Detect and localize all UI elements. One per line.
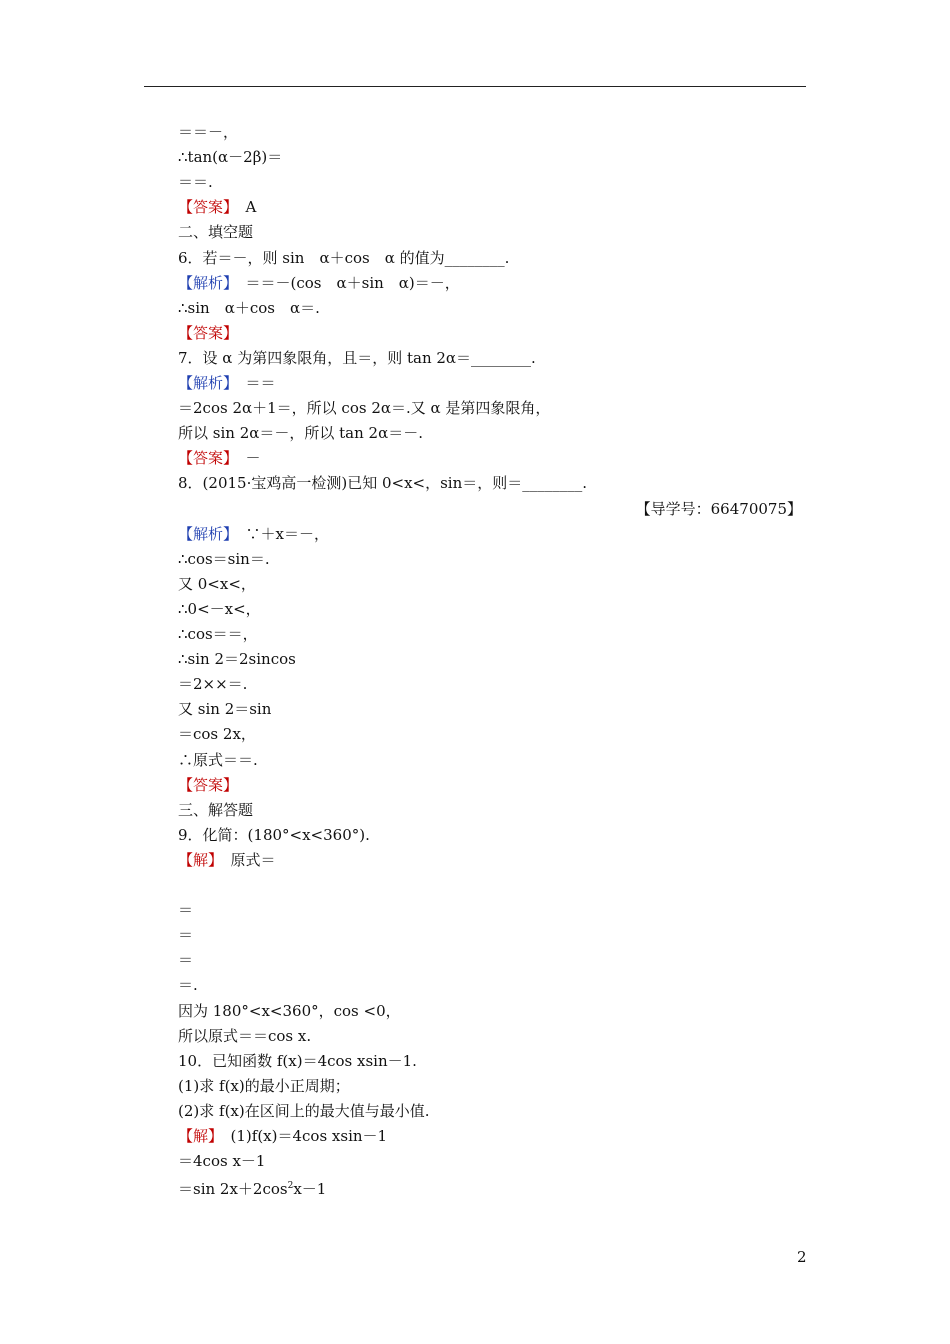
line-text: 所以原式＝＝cos x. bbox=[178, 1027, 312, 1045]
text-line bbox=[178, 925, 193, 945]
line-text: 又 sin 2＝sin bbox=[178, 700, 272, 718]
text-line bbox=[178, 197, 256, 217]
line-text: ∴tan(α－2β)＝ bbox=[178, 148, 283, 166]
line-text: ∴原式＝＝. bbox=[178, 751, 258, 769]
text-line bbox=[178, 1126, 387, 1146]
document-ref-number: 【导学号：66470075】 bbox=[635, 500, 802, 518]
line-text: (2)求 f(x)在区间上的最大值与最小值. bbox=[178, 1102, 430, 1120]
line-text: ＝ bbox=[178, 926, 194, 944]
line-text: ＝＝－， bbox=[178, 123, 239, 141]
line-text: A bbox=[230, 198, 257, 216]
section-tag: 【解析】 bbox=[178, 525, 231, 543]
section-tag: 【答案】 bbox=[178, 449, 231, 467]
text-line bbox=[178, 624, 258, 644]
text-line bbox=[178, 348, 536, 368]
text-line bbox=[178, 423, 423, 443]
section-tag: 【答案】 bbox=[178, 198, 231, 216]
header-rule bbox=[144, 86, 806, 87]
section-tag: 【解】 bbox=[178, 851, 216, 869]
text-line bbox=[178, 248, 509, 268]
text-line bbox=[178, 674, 247, 694]
line-text: ∴0<－x<， bbox=[178, 600, 261, 618]
line-text: ＝ bbox=[178, 901, 194, 919]
line-text: 又 0<x<， bbox=[178, 575, 256, 593]
text-line bbox=[178, 699, 271, 719]
text-line bbox=[178, 975, 198, 995]
line-text: ∴cos＝sin＝. bbox=[178, 550, 270, 568]
line-text: 6．若＝－，则 sin α＋cos α 的值为________. bbox=[178, 249, 510, 267]
line-text: 10．已知函数 f(x)＝4cos xsin－1. bbox=[178, 1052, 417, 1070]
text-line bbox=[178, 900, 193, 920]
line-text: ∵＋x＝－， bbox=[230, 525, 329, 543]
text-line bbox=[178, 599, 261, 619]
text-line bbox=[178, 1001, 401, 1021]
section-tag: 【答案】 bbox=[178, 776, 239, 794]
line-text: ＝2cos 2α＋1＝，所以 cos 2α＝.又 α 是第四象限角， bbox=[178, 399, 551, 417]
text-line bbox=[178, 448, 261, 468]
line-text: 二、填空题 bbox=[178, 223, 254, 241]
line-text: (1)f(x)＝4cos xsin－1 bbox=[215, 1127, 388, 1145]
line-text: ∴sin α＋cos α＝. bbox=[178, 299, 320, 317]
line-text: 原式＝ bbox=[215, 851, 276, 869]
text-line bbox=[178, 122, 238, 142]
text-line bbox=[178, 1026, 311, 1046]
line-text: ∴cos＝＝， bbox=[178, 625, 258, 643]
text-line bbox=[178, 750, 258, 770]
line-text: ＝. bbox=[178, 976, 198, 994]
text-line bbox=[178, 549, 270, 569]
text-line bbox=[178, 1101, 430, 1121]
text-line bbox=[178, 298, 320, 318]
text-line bbox=[178, 1151, 265, 1171]
line-text: (1)求 f(x)的最小正周期； bbox=[178, 1077, 350, 1095]
section-tag: 【解析】 bbox=[178, 274, 231, 292]
line-text: 所以 sin 2α＝－，所以 tan 2α＝－. bbox=[178, 424, 423, 442]
line-text: 8．(2015·宝鸡高一检测)已知 0<x<，sin＝，则＝________. bbox=[178, 474, 588, 492]
section-tag: 【答案】 bbox=[178, 324, 239, 342]
text-line bbox=[178, 950, 193, 970]
text-line bbox=[178, 172, 213, 192]
text-line bbox=[178, 1176, 326, 1199]
text-line bbox=[178, 800, 253, 820]
line-text: ∴sin 2＝2sincos bbox=[178, 650, 296, 668]
text-line bbox=[178, 1076, 350, 1096]
line-text: 7．设 α 为第四象限角，且＝，则 tan 2α＝________. bbox=[178, 349, 536, 367]
text-line bbox=[178, 649, 296, 669]
text-line bbox=[178, 524, 329, 544]
line-text: ＝cos 2x， bbox=[178, 725, 256, 743]
text-line bbox=[178, 222, 253, 242]
text-line bbox=[178, 775, 238, 795]
text-line bbox=[178, 825, 370, 845]
line-text: ＝4cos x－1 bbox=[178, 1152, 266, 1170]
text-line bbox=[178, 147, 282, 167]
text-line bbox=[178, 724, 256, 744]
line-text: ＝sin 2x＋2cos bbox=[178, 1180, 288, 1198]
text-line bbox=[178, 850, 276, 870]
text-line bbox=[178, 1051, 417, 1071]
superscript: 2 bbox=[287, 1181, 294, 1191]
section-tag: 【解】 bbox=[178, 1127, 216, 1145]
page-number: 2 bbox=[797, 1248, 807, 1266]
section-tag: 【解析】 bbox=[178, 374, 231, 392]
text-line bbox=[178, 273, 460, 293]
line-text-after: x－1 bbox=[293, 1180, 327, 1198]
text-line bbox=[178, 323, 238, 343]
text-line bbox=[178, 473, 587, 493]
line-text: ＝ bbox=[178, 951, 194, 969]
text-line bbox=[178, 398, 550, 418]
line-text: ＝＝ bbox=[230, 374, 276, 392]
text-line bbox=[178, 373, 276, 393]
line-text: 因为 180°<x<360°，cos <0， bbox=[178, 1002, 401, 1020]
line-text: ＝2××＝. bbox=[178, 675, 248, 693]
line-text: ＝＝－(cos α＋sin α)＝－， bbox=[230, 274, 460, 292]
text-line bbox=[178, 574, 256, 594]
line-text: － bbox=[230, 449, 261, 467]
line-text: 9．化简：(180°<x<360°). bbox=[178, 826, 370, 844]
line-text: 三、解答题 bbox=[178, 801, 254, 819]
line-text: ＝＝. bbox=[178, 173, 213, 191]
